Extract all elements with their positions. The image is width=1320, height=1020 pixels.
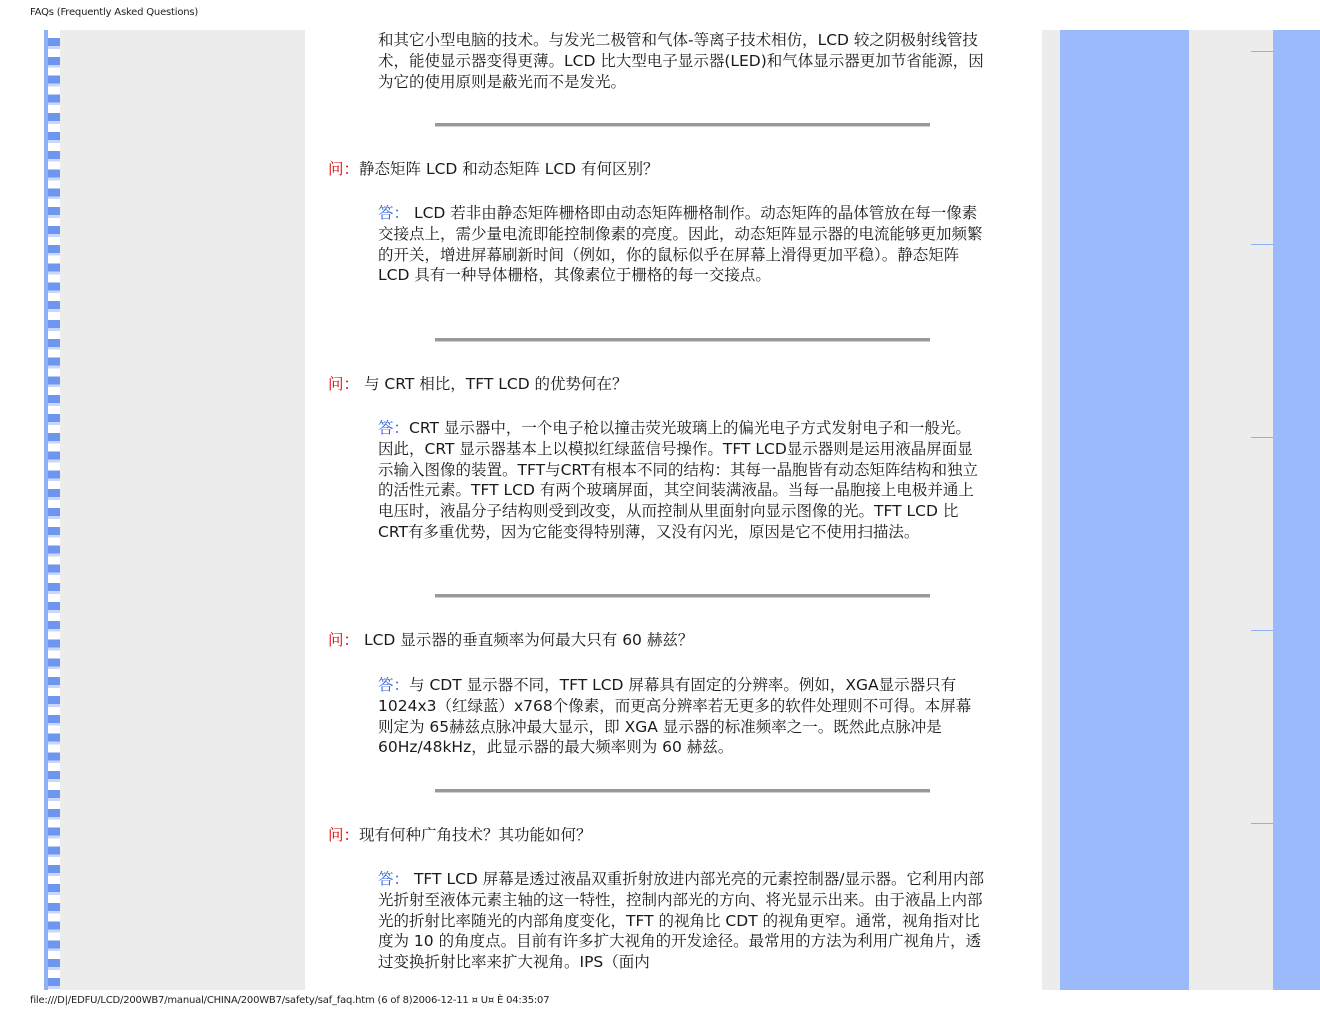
right-gray-gutter [1042,30,1060,990]
answer-text: CRT 显示器中，一个电子枪以撞击荧光玻璃上的偏光电子方式发射电子和一般光。因此，CRT 显示器基本上以模拟红绿蓝信号操作。TFT LCD显示器则是运用液晶屏面显示输入图像的装置。TFT与CRT有根本不同的结构：其每一晶胞皆有动态矩阵结构和独立的活性元素。TFT LCD 有两个玻璃屏面，其空间装满液晶。当每一晶胞接上电极并通上电压时，液晶分子结构则受到改变，从而控制从里面射向显示图像的光。TFT LCD 比 CRT有多重优势，因为它能变得特别薄，又没有闪光，原因是它不使用扫描法。 [378,419,979,541]
faq-question [328,825,988,846]
answer-text: LCD 若非由静态矩阵栅格即由动态矩阵栅格制作。动态矩阵的晶体管放在每一像素交接点上，需少量电流即能控制像素的亮度。因此，动态矩阵显示器的电流能够更加频繁的开关，增进屏幕刷新时间（例如，你的鼠标似乎在屏幕上滑得更加平稳）。静态矩阵 LCD 具有一种导体栅格，其像素位于栅格的每一交接点。 [378,204,983,285]
divider [435,123,930,127]
question-label: 问： [328,160,360,178]
divider [435,338,930,342]
faq-content [305,30,1042,990]
question-text: LCD 显示器的垂直频率为何最大只有 60 赫兹？ [359,631,694,649]
page-header-title: FAQs (Frequently Asked Questions) [30,7,199,18]
right-gray-panel [1189,30,1273,990]
intro-paragraph: 和其它小型电脑的技术。与发光二极管和气体-等离子技术相仿，LCD 较之阴极射线管技术，能使显示器变得更薄。LCD 比大型电子显示器(LED)和气体显示器更加节省能源，因为它的使用原则是蔽光而不是发光。 [378,31,984,91]
answer-label: 答： [378,419,410,437]
left-decor-marks [48,30,60,990]
right-blue-edge [1273,30,1320,990]
answer-text: TFT LCD 屏幕是透过液晶双重折射放进内部光亮的元素控制器/显示器。它利用内部光折射至液体元素主轴的这一特性，控制内部光的方向、将光显示出来。由于液晶上内部光的折射比率随光的内部角度变化，TFT 的视角比 CDT 的视角更窄。通常，视角指对比度为 10 的角度点。目前有许多扩大视角的开发途径。最常用的方法为利用广视角片，透过变换折射比率来扩大视角。IPS（面内 [378,870,984,972]
question-label: 问： [328,631,360,649]
left-gray-panel [60,30,305,990]
right-tick-mark [1251,630,1273,631]
question-text: 与 CRT 相比，TFT LCD 的优势何在？ [359,375,628,393]
answer-label: 答： [378,204,410,222]
answer-text: 与 CDT 显示器不同，TFT LCD 屏幕具有固定的分辨率。例如，XGA显示器只有1024x3（红绿蓝）x768个像素，而更高分辨率若无更多的软件处理则不可得。本屏幕则定为 65赫兹点脉冲最大显示，即 XGA 显示器的标准频率之一。既然此点脉冲是 60Hz/48kHz，此显示器的最大频率则为 60 赫兹。 [378,676,972,757]
faq-question [328,630,988,651]
question-label: 问： [328,826,360,844]
right-tick-mark [1251,823,1273,824]
faq-answer [378,869,986,973]
answer-label: 答： [378,676,410,694]
answer-label: 答： [378,870,410,888]
divider [435,789,930,793]
right-tick-mark [1251,437,1273,438]
right-tick-mark [1251,51,1273,52]
question-label: 问： [328,375,360,393]
faq-question [328,159,988,180]
question-text: 现有何种广角技术？其功能如何？ [359,826,592,844]
divider [435,594,930,598]
faq-answer [378,418,986,543]
faq-question [328,374,988,395]
right-tick-mark [1251,244,1273,245]
question-text: 静态矩阵 LCD 和动态矩阵 LCD 有何区别？ [359,160,659,178]
faq-answer [378,203,986,286]
faq-answer [378,675,986,758]
page-footer-path: file:///D|/EDFU/LCD/200WB7/manual/CHINA/200WB7/safety/saf_faq.htm (6 of 8)2006-12-11 ¤ U¤ È 04:35:07 [30,995,550,1006]
right-blue-panel [1060,30,1189,990]
